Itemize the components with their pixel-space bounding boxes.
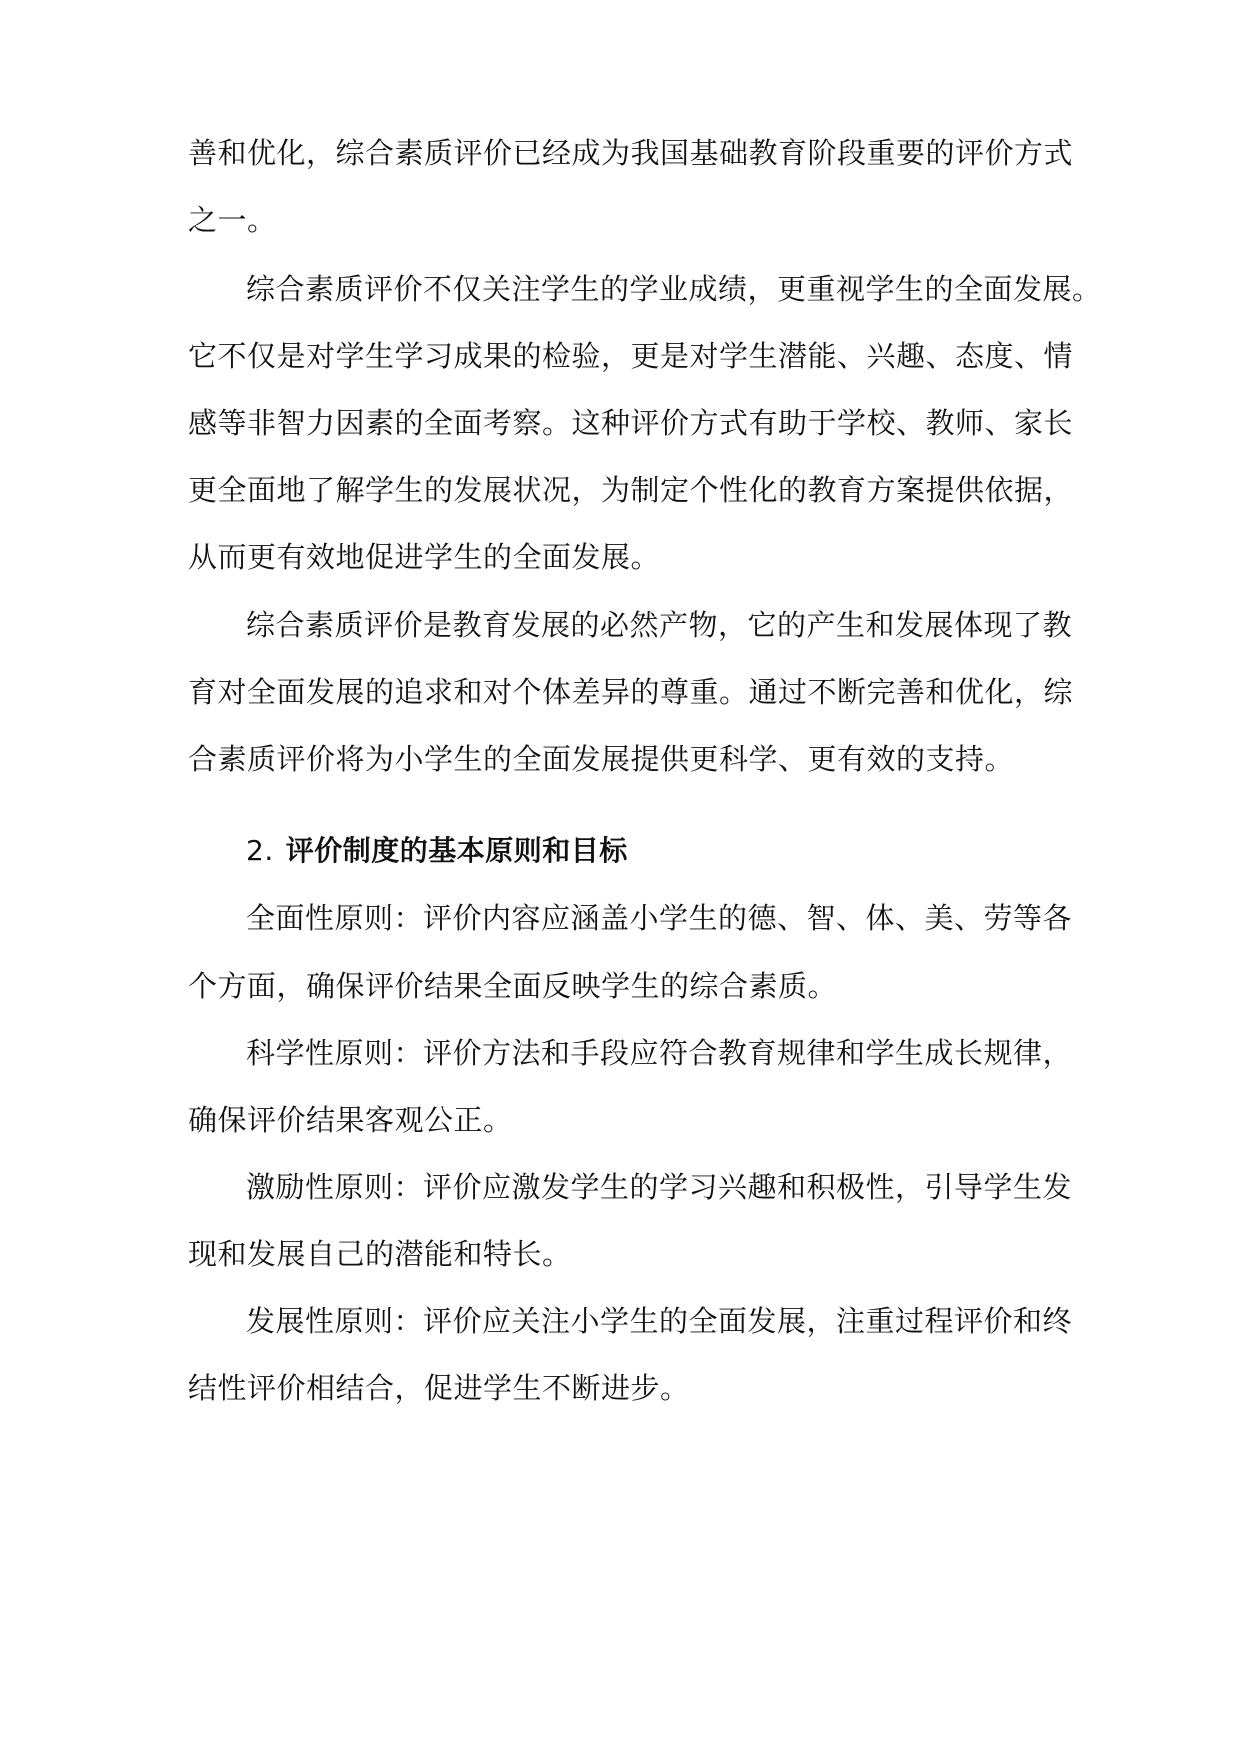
section-heading: [246, 831, 1126, 871]
paragraph-line: 感等非智力因素的全面考察。这种评价方式有助于学校、教师、家长: [188, 406, 1074, 440]
section-number: 2.: [246, 834, 274, 867]
paragraph-line: 全面性原则：评价内容应涵盖小学生的德、智、体、美、劳等各: [246, 901, 1073, 935]
paragraph-line: 从而更有效地促进学生的全面发展。: [188, 540, 661, 574]
section-title: 评价制度的基本原则和目标: [285, 834, 628, 867]
paragraph-line: 综合素质评价是教育发展的必然产物，它的产生和发展体现了教: [246, 608, 1073, 642]
paragraph-line: 个方面，确保评价结果全面反映学生的综合素质。: [188, 969, 838, 1003]
paragraph-line: 善和优化，综合素质评价已经成为我国基础教育阶段重要的评价方式: [188, 136, 1074, 170]
paragraph-line: 激励性原则：评价应激发学生的学习兴趣和积极性，引导学生发: [246, 1170, 1073, 1204]
paragraph-line: 之一。: [188, 203, 277, 237]
paragraph-line: 合素质评价将为小学生的全面发展提供更科学、更有效的支持。: [188, 742, 1015, 776]
paragraph-line: 育对全面发展的追求和对个体差异的尊重。通过不断完善和优化，综: [188, 675, 1074, 709]
paragraph-line: 确保评价结果客观公正。: [188, 1103, 513, 1137]
paragraph-line: 更全面地了解学生的发展状况，为制定个性化的教育方案提供依据，: [188, 473, 1074, 507]
paragraph-line: 它不仅是对学生学习成果的检验，更是对学生潜能、兴趣、态度、情: [188, 339, 1074, 373]
paragraph-line: 科学性原则：评价方法和手段应符合教育规律和学生成长规律，: [246, 1036, 1073, 1070]
paragraph-line: 发展性原则：评价应关注小学生的全面发展，注重过程评价和终: [246, 1304, 1073, 1338]
paragraph-line: 现和发展自己的潜能和特长。: [188, 1237, 572, 1271]
paragraph-line: 结性评价相结合，促进学生不断进步。: [188, 1371, 690, 1405]
paragraph-line: 综合素质评价不仅关注学生的学业成绩，更重视学生的全面发展。: [246, 272, 1102, 306]
